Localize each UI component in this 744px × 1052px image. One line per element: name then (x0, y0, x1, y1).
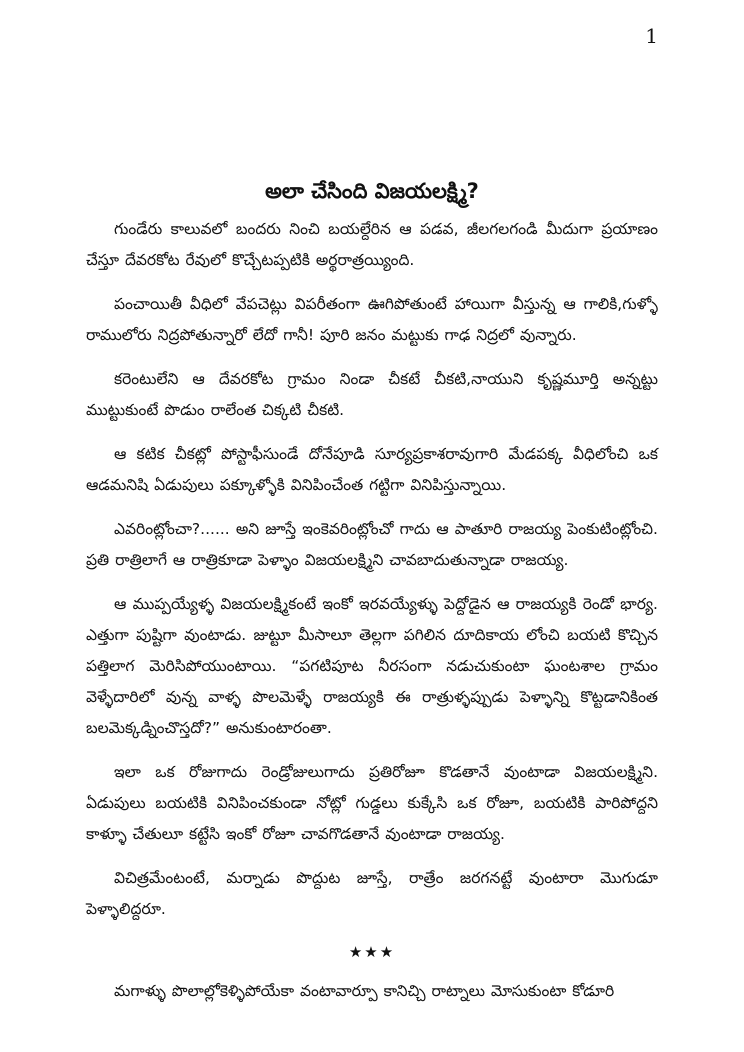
paragraph-9: మగాళ్ళు పొలాల్లోకెళ్ళిపోయేకా వంటావార్పూ కానిచ్చి రాట్నాలు మోసుకుంటా కోడూరి (114, 982, 615, 1000)
paragraph-8: విచిత్రమేంటంటే, మర్నాడు పొద్దుట జూస్తే, రాత్రేం జరగనట్టే వుంటారా మొగుడూ పెళ్ళాలిద్దరూ. (86, 869, 658, 918)
paragraph-5: ఎవరింట్లోంచా?...... అని జూస్తే ఇంకెవరింట్లోంచో గాదు ఆ పాతూరి రాజయ్య పెంకుటింట్లోంచి. ప్రతి రాత్రిలాగే ఆ రాత్రికూడా పెళ్ళాం విజయలక్ష్మిని చావబాదుతున్నాడా రాజయ్య. (86, 520, 658, 569)
paragraph-7: ఇలా ఒక రోజుగాదు రెండ్రోజులుగాదు ప్రతిరోజూ కొడతానే వుంటాడా విజయలక్ష్మిని. ఏడుపులు బయటికి వినిపించకుండా నోట్లో గుడ్డలు కుక్కేసి ఒక రోజూ, బయటికి పారిపోద్దని కాళ్ళూ చేతులూ కట్టేసి ఇంకో రోజూ చావగొడతానే వుంటాడా రాజయ్య. (86, 763, 658, 843)
paragraph-3: కరెంటులేని ఆ దేవరకోట గ్రామం నిండా చీకటే చీకటి,నాయుని కృష్ణమూర్తి అన్నట్టు ముట్టుకుంటే పొడుం రాలేంత చిక్కటి చీకటి. (86, 370, 658, 419)
paragraph-4: ఆ కటిక చీకట్లో పోస్టాఫీసుండే దోనేపూడి సూర్యప్రకాశరావుగారి మేడపక్క వీధిలోంచి ఒక ఆడమనిషి ఏడుపులు పక్కూళ్ళోకి వినిపించేంత గట్టిగా వినిపిస్తున్నాయి. (86, 445, 658, 494)
body-text (86, 214, 658, 1020)
page-number: 1 (645, 24, 658, 48)
paragraph-2: పంచాయితీ వీధిలో వేపచెట్లు విపరీతంగా ఊగిపోతుంటే హాయిగా వీస్తున్న ఆ గాలికి,గుళ్ళో రాములోరు నిద్రపోతున్నారో లేదో గానీ! పూరి జనం మట్టుకు గాఢ నిద్రలో వున్నారు. (86, 295, 658, 344)
section-break: ★★★ (348, 943, 396, 961)
paragraph-1: గుండేరు కాలువలో బందరు నించి బయల్దేరిన ఆ పడవ, జీలగలగండి మీదుగా ప్రయాణం చేస్తూ దేవరకోట రేవులో కొచ్చేటప్పటికి అర్థరాత్రయ్యింది. (86, 220, 658, 269)
paragraph-6: ఆ ముప్పయ్యేళ్ళ విజయలక్ష్మికంటే ఇంకో ఇరవయ్యేళ్ళు పెద్దోడైన ఆ రాజయ్యకి రెండో భార్య. ఎత్తుగా పుష్టిగా వుంటాడు. జుట్టూ మీసాలూ తెల్లగా పగిలిన దూదికాయ లోంచి బయటి కొచ్చిన పత్తిలాగ మెరిసిపోయుంటాయి. “పగటిపూట నీరసంగా నడుచుకుంటా ఘంటశాల గ్రామం వెళ్ళేదారిలో వున్న వాళ్ళ పొలమెళ్ళే రాజయ్యకి ఈ రాత్రుళ్ళప్పుడు పెళ్ళాన్ని కొట్టడానికింత బలమెక్కడ్నించొస్తదో?” అనుకుంటారంతా. (86, 595, 658, 737)
page-title: అలా చేసింది విజయలక్ష్మి? (265, 179, 479, 203)
